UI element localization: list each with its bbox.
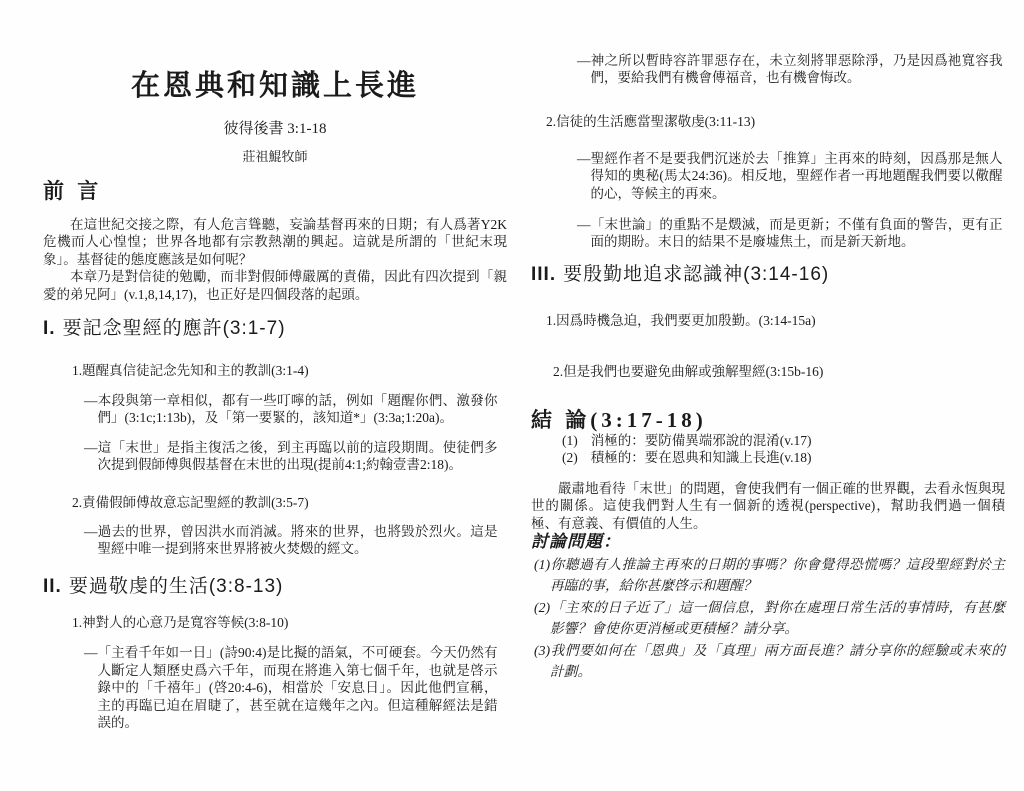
conclusion-item-2-text: 積極的：要在恩典和知識上長進(v.18) (590, 449, 812, 465)
section-2-point-2-note-1: —聖經作者不是要我們沉迷於去「推算」主再來的時刻，因爲那是無人得知的奧秘(馬太24:36)。相反地，聖經作者一再地題醒我們要以儆醒的心，等候主的再來。 (577, 150, 1003, 201)
section-3-title: 要殷勤地追求認識神(3:14-16) (563, 263, 830, 285)
conclusion-item-1-number: (1) (562, 432, 578, 448)
discussion-question-1: (1)你聽過有人推論主再來的日期的事嗎？你會覺得恐慌嗎？這段聖經對於主再臨的事，給你甚麼啓示和題醒？ (534, 557, 1005, 593)
section-1-point-2: 2.責備假師傅故意忘記聖經的教訓(3:5-7) (72, 494, 309, 510)
preface-heading: 前 言 (43, 179, 103, 203)
conclusion-item-1-text: 消極的：要防備異端邪說的混淆(v.17) (590, 432, 812, 448)
section-2-point-1: 1.神對人的心意乃是寬容等候(3:8-10) (72, 615, 289, 631)
section-1-point-1-note-1: —本段與第一章相似，都有一些叮嚀的話，例如「題醒你們、激發你們」(3:1c;1:13b)，及「第一要緊的，該知道*」(3:3a;1:20a)。 (84, 393, 498, 426)
preface-paragraph-1: 在這世紀交接之際，有人危言聳聽，妄論基督再來的日期；有人爲著Y2K危機而人心惶惶；世界各地都有宗教熱潮的興起。這就是所謂的「世紀末現象」。基督徒的態度應該是如何呢？ (43, 217, 507, 267)
scripture-reference: 彼得後書 3:1-18 (223, 121, 327, 137)
section-1-point-1-note-2: —這「末世」是指主復活之後，到主再臨以前的這段期間。使徒們多次提到假師傅與假基督在末世的出現(提前4:1;約翰壹書2:18)。 (84, 439, 498, 473)
section-2-point-1-note-1: —「主看千年如一日」(詩90:4)是比擬的語氣，不可硬套。今天仍然有人斷定人類歷史爲六千年，而現在將進入第七個千年，也就是啓示錄中的「千禧年」(啓20:4-6)，相當於「安息日」。因此他們宣稱，主的再臨已迫在眉睫了，甚至就在這幾年之內。但這種解經法是錯誤的。 (84, 645, 498, 731)
conclusion-item-2-number: (2) (562, 449, 578, 465)
section-1-title: 要記念聖經的應許(3:1-7) (62, 318, 286, 340)
document-title: 在恩典和知識上長進 (130, 70, 419, 102)
section-2-point-2: 2.信徒的生活應當聖潔敬虔(3:11-13) (546, 113, 756, 129)
section-2-numeral: II. (43, 576, 62, 598)
section-2-heading (43, 575, 507, 598)
section-3-point-1: 1.因爲時機急迫，我們要更加殷勤。(3:14-15a) (546, 312, 816, 328)
discussion-question-3: (3)我們要如何在「恩典」及「真理」兩方面長進？請分享你的經驗或未來的計劃。 (534, 643, 1005, 679)
preface-paragraph-2: 本章乃是對信徒的勉勵，而非對假師傅嚴厲的責備，因此有四次提到「親愛的弟兄阿」(v.1,8,14,17)，也正好是四個段落的起頭。 (43, 269, 507, 302)
author-name: 莊祖鯤牧師 (242, 149, 308, 164)
section-3-heading (531, 263, 1005, 286)
section-3-numeral: III. (531, 263, 557, 285)
section-1-point-2-note-1: —過去的世界，曾因洪水而消滅。將來的世界，也將毀於烈火。這是聖經中唯一提到將來世界將被火焚燬的經文。 (84, 523, 498, 557)
section-1-heading (43, 317, 507, 340)
conclusion-heading: 結 論(3:17-18) (531, 407, 707, 432)
conclusion-item-2 (562, 449, 1005, 466)
section-2-title: 要過敬虔的生活(3:8-13) (68, 576, 284, 598)
section-3-point-2: 2.但是我們也要避免曲解或強解聖經(3:15b-16) (553, 363, 824, 379)
conclusion-item-1 (562, 432, 1005, 449)
section-2-point-2-note-2: —「末世論」的重點不是燬滅，而是更新；不僅有負面的警告，更有正面的期盼。末日的結果不是廢墟焦土，而是新天新地。 (577, 217, 1003, 250)
discussion-question-2: (2)「主來的日子近了」這一個信息，對你在處理日常生活的事情時，有甚麼影響？會使你更消極或更積極？請分享。 (534, 600, 1005, 636)
right-column (531, 0, 1005, 682)
conclusion-summary: 嚴肅地看待「末世」的問題，會使我們有一個正確的世界觀，去看永恆與現世的關係。這使我們對人生有一個新的透視(perspective)，幫助我們過一個積極、有意義、有價值的人生。 (531, 480, 1005, 531)
discussion-heading: 討論問題： (531, 532, 621, 552)
section-1-point-1: 1.題醒真信徒記念先知和主的教訓(3:1-4) (72, 363, 309, 379)
left-column (43, 0, 507, 732)
section-2-point-1-note-2: —神之所以暫時容許罪惡存在，未立刻將罪惡除淨，乃是因爲祂寬容我們，要給我們有機會傳福音，也有機會悔改。 (577, 53, 1003, 86)
section-1-numeral: I. (43, 318, 56, 340)
